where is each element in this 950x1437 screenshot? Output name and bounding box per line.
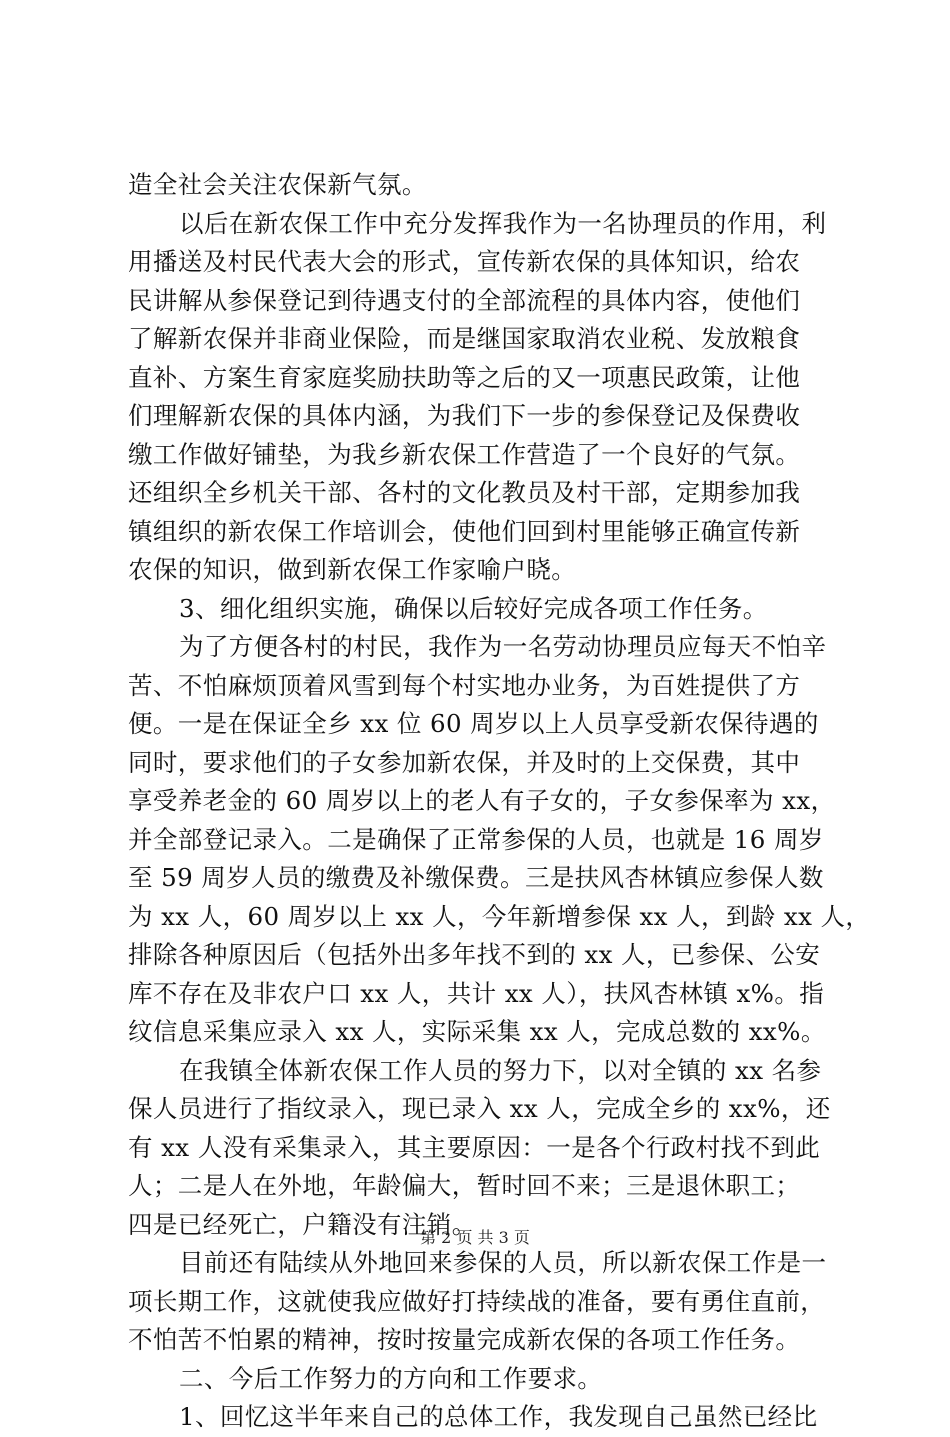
text-line: 为 xx 人，60 周岁以上 xx 人，今年新增参保 xx 人，到龄 xx 人， — [128, 901, 871, 931]
text-line: 为了方便各村的村民，我作为一名劳动协理员应每天不怕辛 — [179, 632, 827, 661]
text-line: 排除各种原因后（包括外出多年找不到的 xx 人，已参保、公安 — [128, 940, 821, 969]
text-line: 库不存在及非农户口 xx 人，共计 xx 人），扶风杏林镇 x%。指 — [128, 978, 825, 1008]
text-line: 以后在新农保工作中充分发挥我作为一名协理员的作用，利 — [179, 208, 827, 238]
text-line: 有 xx 人没有采集录入，其主要原因：一是各个行政村找不到此 — [128, 1132, 821, 1162]
text-line: 四是已经死亡，户籍没有注销。 — [128, 1209, 477, 1239]
text-line: 苦、不怕麻烦顶着风雪到每个村实地办业务，为百姓提供了方 — [128, 670, 801, 700]
text-line: 1、回忆这半年来自己的总体工作，我发现自己虽然已经比 — [179, 1402, 818, 1431]
text-line: 保人员进行了指纹录入，现已录入 xx 人，完成全乡的 xx%，还 — [128, 1094, 831, 1123]
text-line: 同时，要求他们的子女参加新农保，并及时的上交保费，其中 — [128, 747, 801, 777]
text-line: 还组织全乡机关干部、各村的文化教员及村干部，定期参加我 — [128, 478, 801, 507]
text-line: 在我镇全体新农保工作人员的努力下，以对全镇的 xx 名参 — [179, 1055, 822, 1085]
section-heading: 3、细化组织实施，确保以后较好完成各项工作任务。 — [179, 593, 768, 623]
text-line: 缴工作做好铺垫，为我乡新农保工作营造了一个良好的气氛。 — [128, 439, 801, 469]
text-line: 民讲解从参保登记到待遇支付的全部流程的具体内容，使他们 — [128, 285, 801, 315]
text-line: 镇组织的新农保工作培训会，使他们回到村里能够正确宣传新 — [128, 516, 801, 546]
text-line: 造全社会关注农保新气氛。 — [128, 170, 427, 199]
text-line: 了解新农保并非商业保险，而是继国家取消农业税、发放粮食 — [128, 324, 801, 353]
text-line: 享受养老金的 60 周岁以上的老人有子女的，子女参保率为 xx， — [128, 786, 836, 815]
text-line: 项长期工作，这就使我应做好打持续战的准备，要有勇住直前， — [128, 1286, 826, 1316]
text-line: 便。一是在保证全乡 xx 位 60 周岁以上人员享受新农保待遇的 — [128, 709, 819, 738]
text-line: 农保的知识，做到新农保工作家喻户晓。 — [128, 555, 577, 584]
text-line: 并全部登记录入。二是确保了正常参保的人员，也就是 16 周岁 — [128, 824, 824, 854]
text-line: 直补、方案生育家庭奖励扶助等之后的又一项惠民政策，让他 — [128, 362, 801, 392]
text-line: 们理解新农保的具体内涵，为我们下一步的参保登记及保费收 — [128, 401, 801, 430]
section-heading: 二、今后工作努力的方向和工作要求。 — [179, 1363, 603, 1393]
text-line: 用播送及村民代表大会的形式，宣传新农保的具体知识，给农 — [128, 247, 801, 276]
text-line: 不怕苦不怕累的精神，按时按量完成新农保的各项工作任务。 — [128, 1325, 801, 1354]
text-line: 目前还有陆续从外地回来参保的人员，所以新农保工作是一 — [179, 1248, 827, 1277]
text-line: 人；二是人在外地，年龄偏大，暂时回不来；三是退休职工； — [128, 1171, 801, 1200]
text-line: 纹信息采集应录入 xx 人，实际采集 xx 人，完成总数的 xx%。 — [128, 1017, 826, 1046]
page-number-footer: 第 2 页 共 3 页 — [420, 1228, 530, 1247]
text-line: 至 59 周岁人员的缴费及补缴保费。三是扶风杏林镇应参保人数 — [128, 863, 824, 892]
